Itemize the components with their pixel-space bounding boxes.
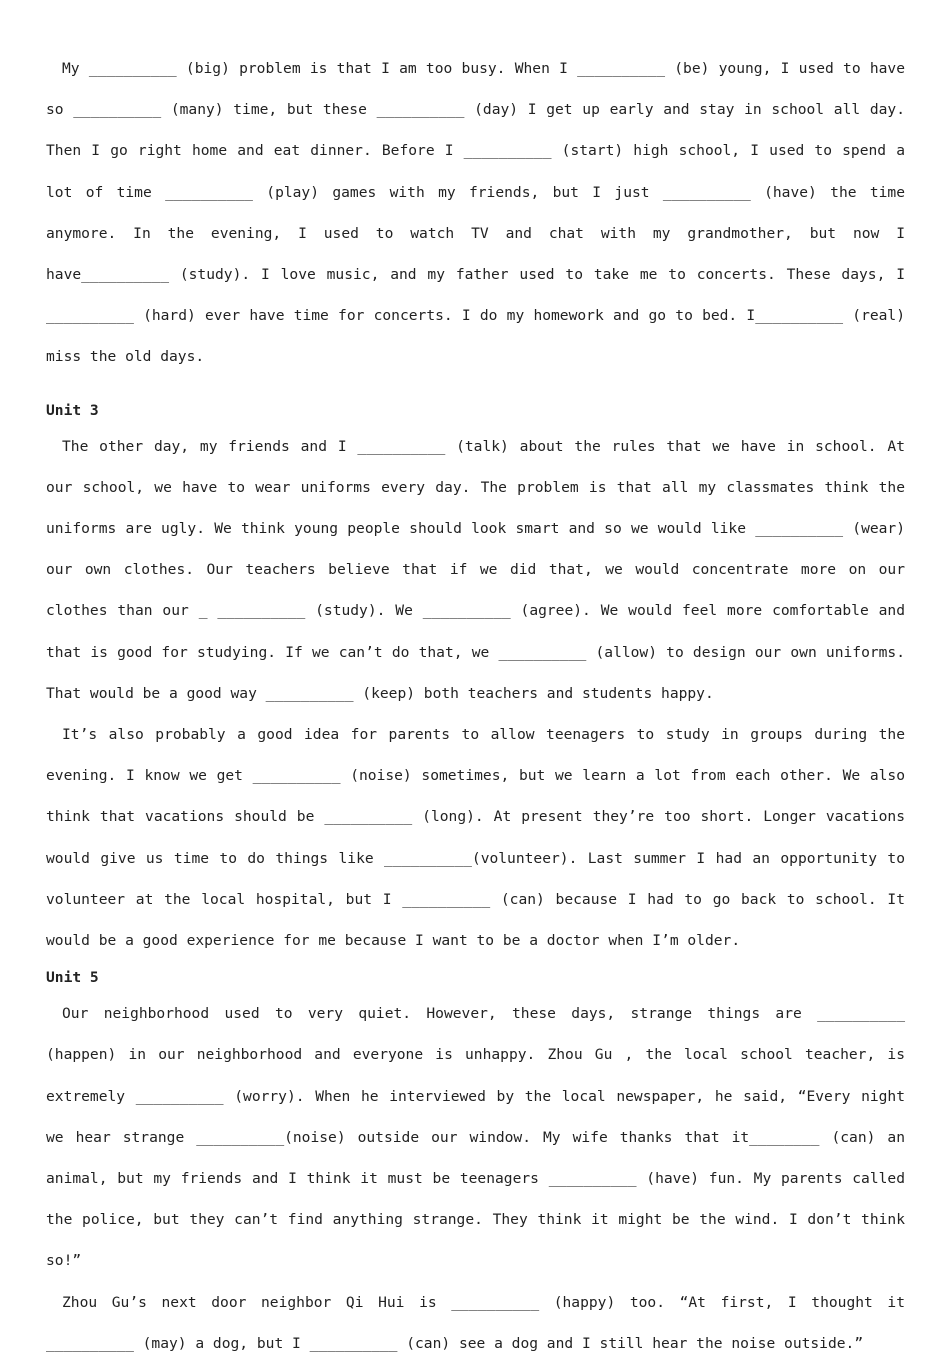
unit-3-heading: Unit 3 (46, 401, 99, 419)
unit-5-heading: Unit 5 (46, 969, 99, 987)
paragraph-unit3-exercise-2: It’s also probably a good idea for parents to allow teenagers to study in groups during the evening. I know we get __________ (noise) sometimes, but we learn a lot from each other. We also think that vacations should be __________ (long). At present they’re too short. Longer vacations would give us time to do things like __________(volunteer). Last summer I had an opportunity to volunteer at the local hospital, but I __________ (can) because I had to go back to school. It would be a good experience for me because I want to be a doctor when I’m older. (46, 726, 905, 950)
paragraph-unit5-exercise-2: Zhou Gu’s next door neighbor Qi Hui is __________ (happy) too. “At first, I thought it __________ (may) a dog, but I __________ (can) see a dog and I still hear the noise outside.” (46, 1293, 905, 1352)
paragraph-unit2-exercise: My __________ (big) problem is that I am too busy. When I __________ (be) young, I used to have so __________ (many) time, but these __________ (day) I get up early and stay in school all day. Then I go right home and eat dinner. Before I __________ (start) high school, I used to spend a lot of time __________ (play) games with my friends, but I just __________ (have) the time anymore. In the evening, I used to watch TV and chat with my grandmother, but now I have__________ (study). I love music, and my father used to take me to concerts. These days, I __________ (hard) ever have time for concerts. I do my homework and go to bed. I__________ (real) miss the old days. (46, 60, 905, 366)
document-page (46, 48, 905, 1364)
paragraph-unit3-exercise-1: The other day, my friends and I __________ (talk) about the rules that we have in school. At our school, we have to wear uniforms every day. The problem is that all my classmates think the uniforms are ugly. We think young people should look smart and so we would like __________ (wear) our own clothes. Our teachers believe that if we did that, we would concentrate more on our clothes than our _ __________ (study). We __________ (agree). We would feel more comfortable and that is good for studying. If we can’t do that, we __________ (allow) to design our own uniforms. That would be a good way __________ (keep) both teachers and students happy. (46, 437, 905, 702)
paragraph-unit5-exercise-1: Our neighborhood used to very quiet. However, these days, strange things are __________ (happen) in our neighborhood and everyone is unhappy. Zhou Gu , the local school teacher, is extremely __________ (worry). When he interviewed by the local newspaper, he said, “Every night we hear strange __________(noise) outside our window. My wife thanks that it________ (can) an animal, but my friends and I think it must be teenagers __________ (have) fun. My parents called the police, but they can’t find anything strange. They think it might be the wind. I don’t think so!” (46, 1005, 905, 1270)
